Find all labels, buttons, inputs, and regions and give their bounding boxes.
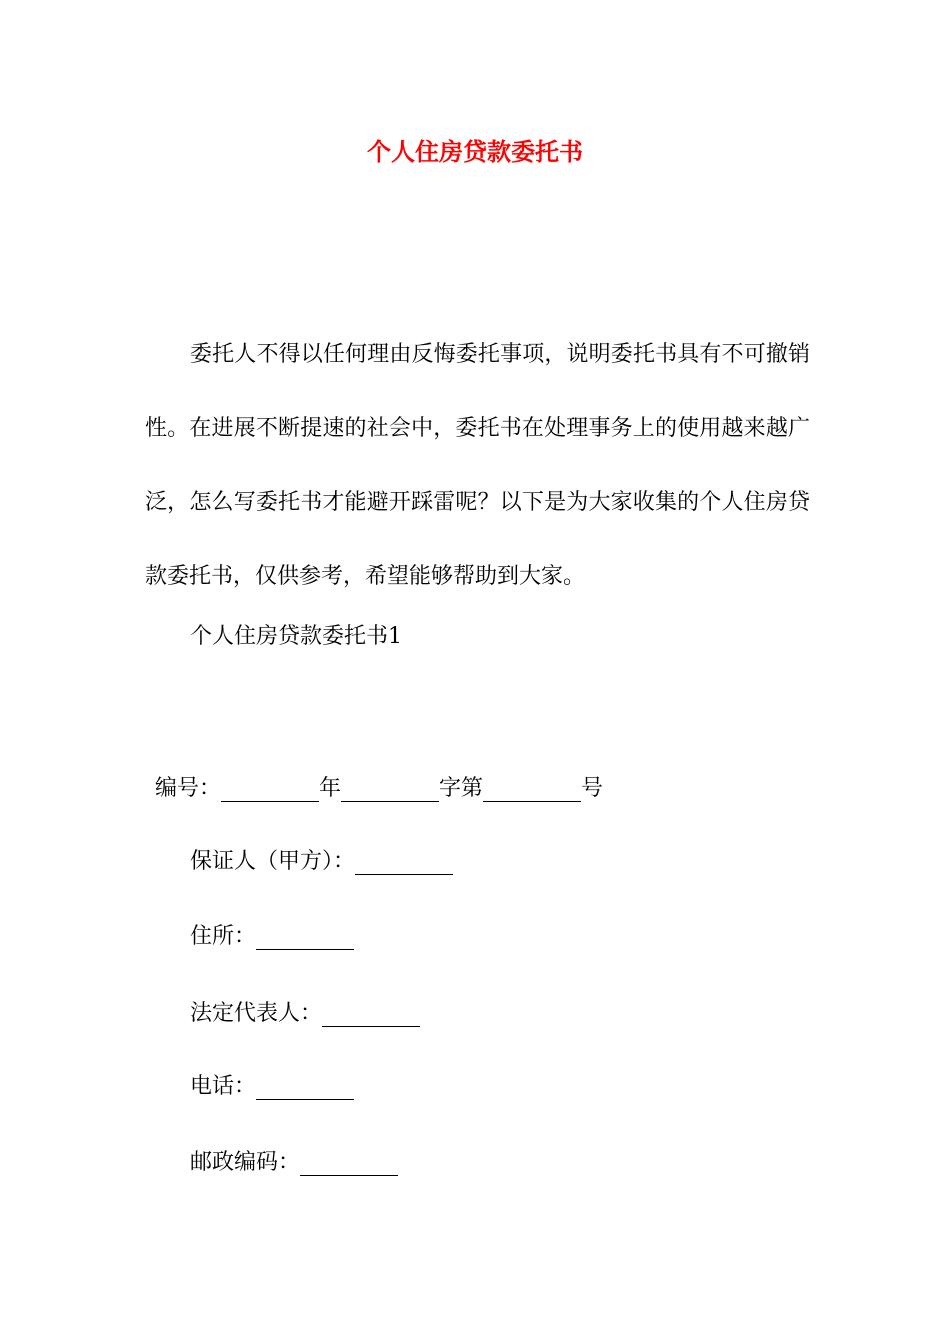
number-line xyxy=(155,769,603,809)
legal-rep-field xyxy=(190,994,420,1034)
number-blank-1 xyxy=(221,771,319,802)
intro-paragraph: 委托人不得以任何理由反悔委托事项，说明委托书具有不可撤销性。在进展不断提速的社会中，委托书在处理事务上的使用越来越广泛，怎么写委托书才能避开踩雷呢？以下是为大家收集的个人住房贷款委托书，仅供参考，希望能够帮助到大家。 xyxy=(145,342,810,589)
document-title: 个人住房贷款委托书 xyxy=(367,137,583,166)
number-label: 编号： xyxy=(155,776,222,801)
address-label: 住所： xyxy=(190,924,257,949)
number-blank-2 xyxy=(341,771,439,802)
guarantor-blank xyxy=(355,844,453,875)
guarantor-label: 保证人（甲方）： xyxy=(190,849,356,874)
guarantor-field xyxy=(190,842,453,882)
number-blank-3 xyxy=(483,771,581,802)
phone-blank xyxy=(256,1069,354,1100)
legal-rep-blank xyxy=(322,996,420,1027)
hao-label: 号 xyxy=(581,776,604,801)
phone-field xyxy=(190,1067,354,1107)
char-label: 字第 xyxy=(439,776,484,801)
address-field xyxy=(190,917,354,957)
legal-rep-label: 法定代表人： xyxy=(190,1001,323,1026)
postcode-field xyxy=(190,1143,398,1183)
phone-label: 电话： xyxy=(190,1074,257,1099)
address-blank xyxy=(256,919,354,950)
postcode-label: 邮政编码： xyxy=(190,1150,301,1175)
postcode-blank xyxy=(300,1145,398,1176)
section-subheading: 个人住房贷款委托书1 xyxy=(190,624,402,649)
year-label: 年 xyxy=(319,776,342,801)
